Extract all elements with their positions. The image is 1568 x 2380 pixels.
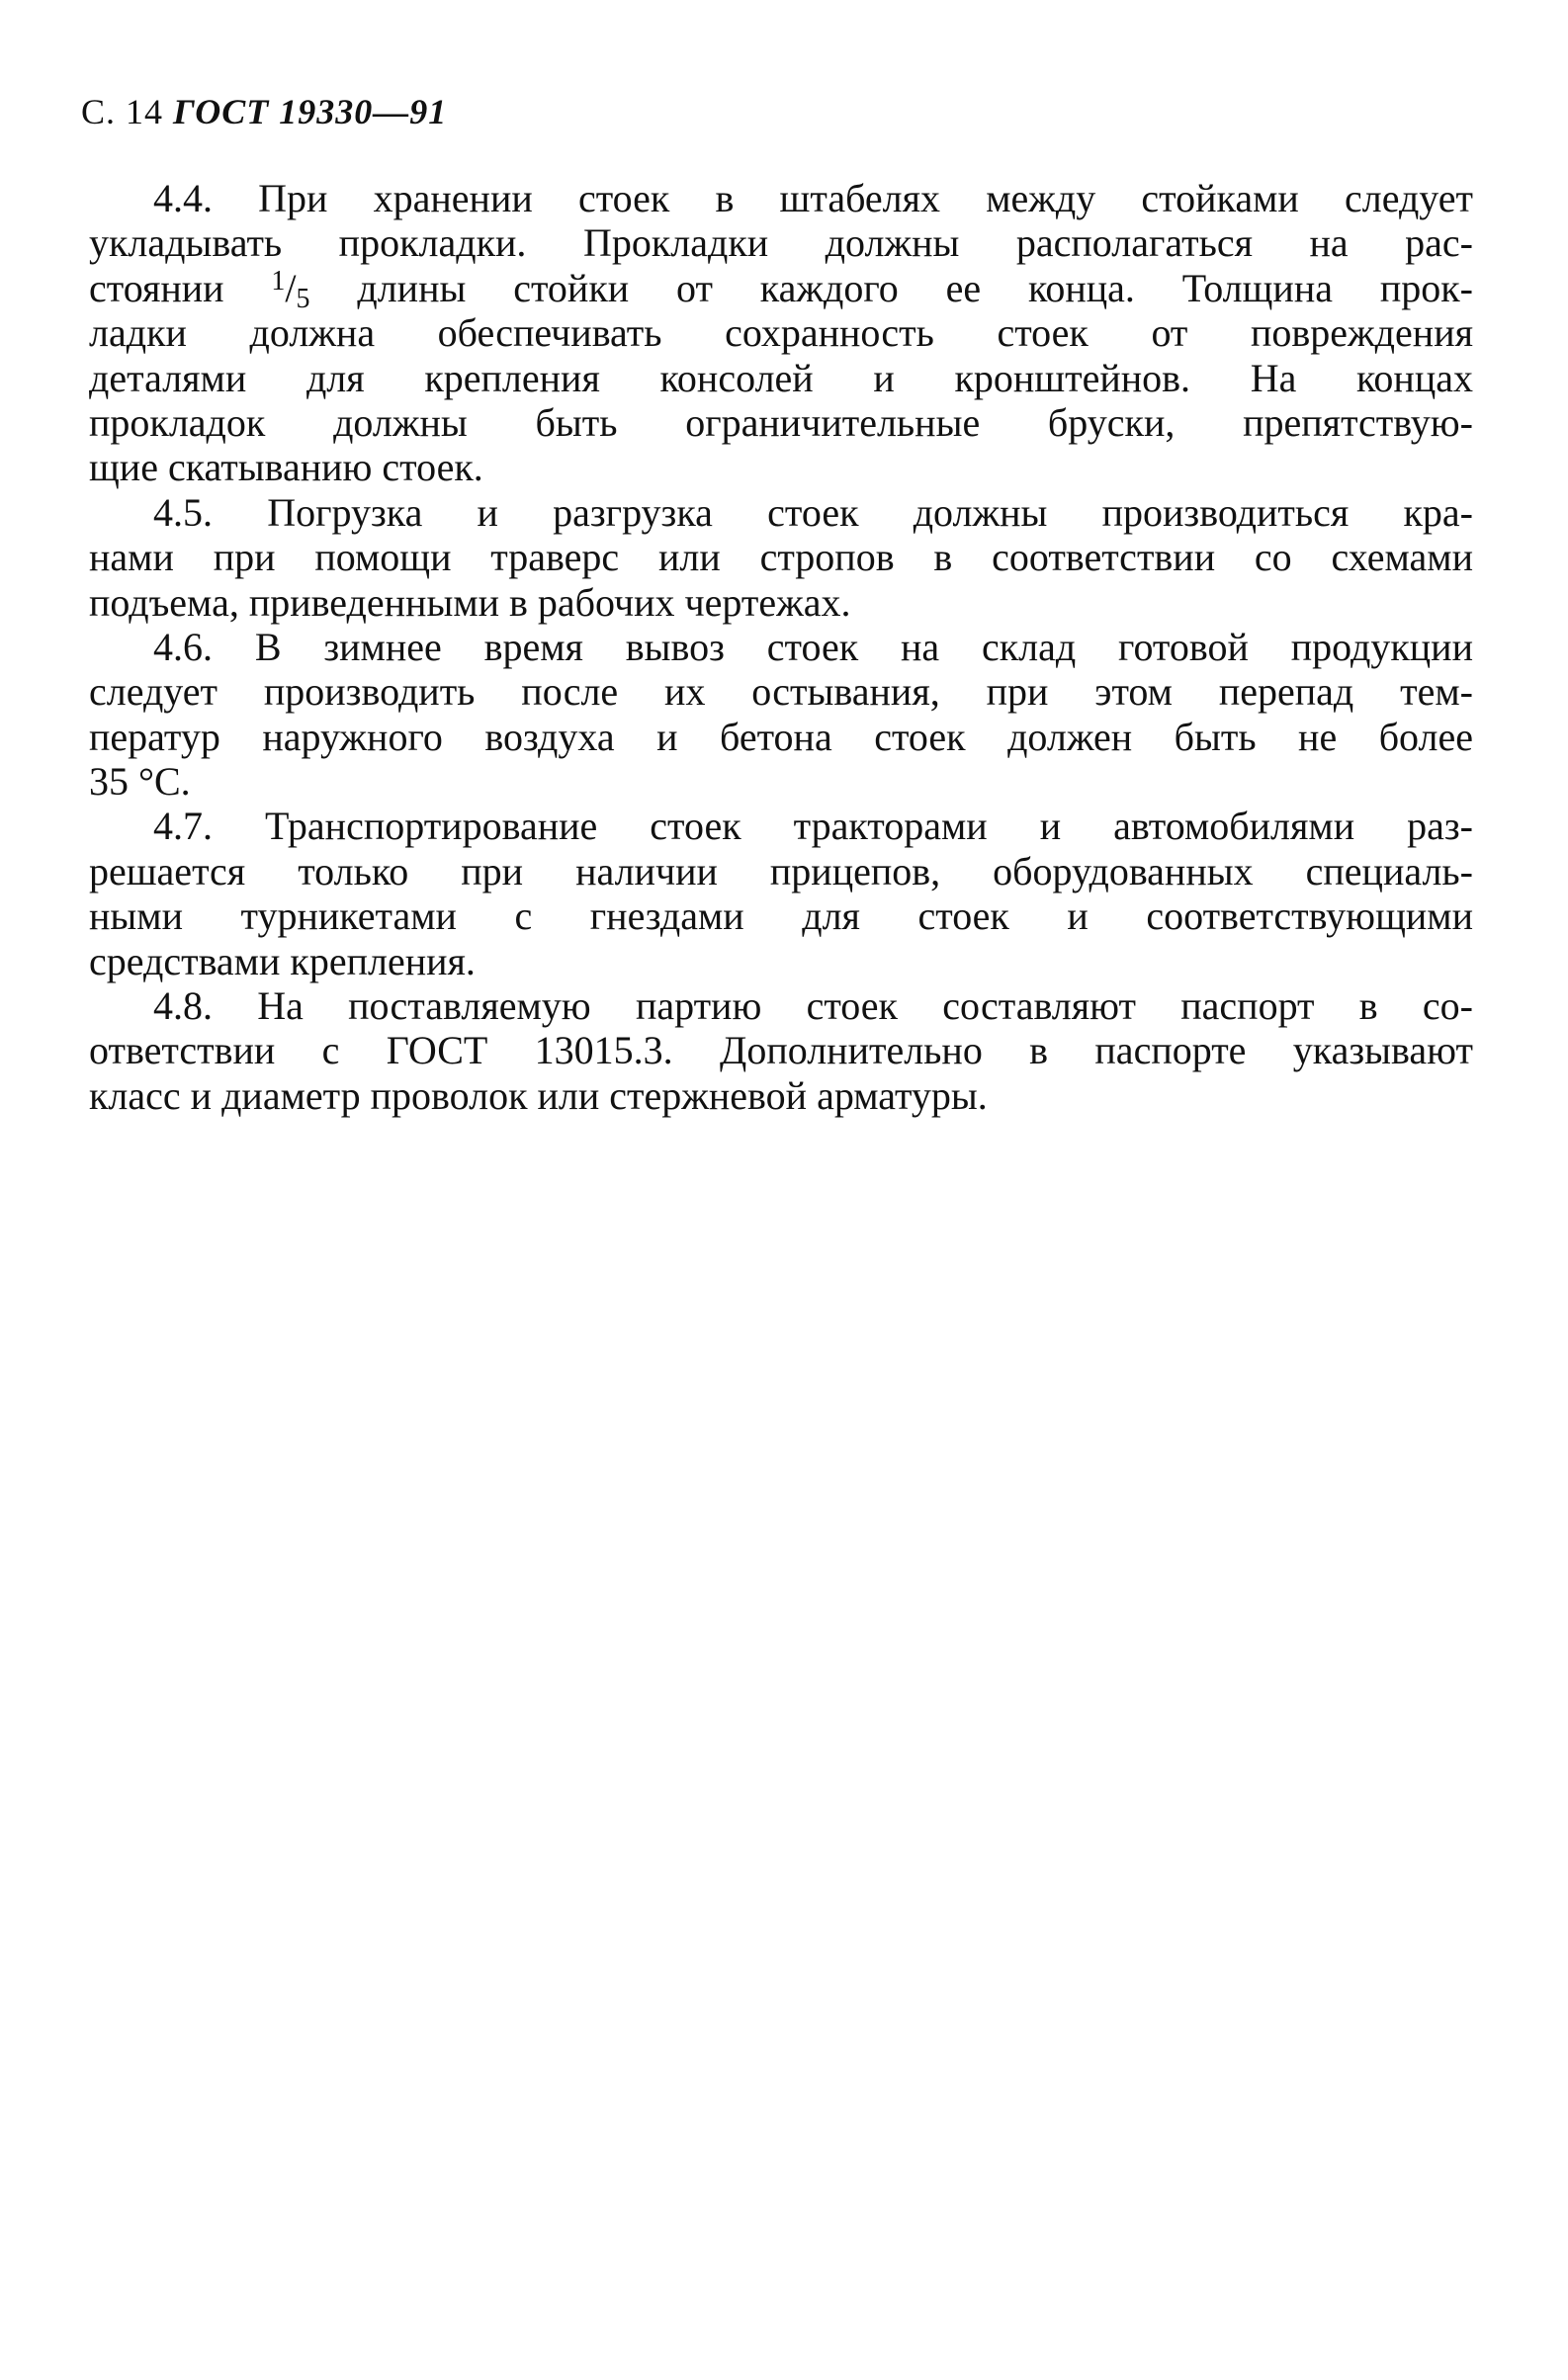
text-fragment: стоянии [89,265,272,310]
paragraph-4-7-line: решается только при наличии прицепов, оборудованных специаль- [89,848,1473,893]
paragraph-4-7-line: 4.7. Транспортирование стоек тракторами и автомобилями раз- [153,804,1473,849]
paragraph-4-6-line: 4.6. В зимнее время вывоз стоек на склад готовой продукции [153,624,1473,669]
paragraph-4-7-line: средствами крепления. [89,938,476,983]
paragraph-4-4-line: 4.4. При хранении стоек в штабелях между стойками следует [153,176,1473,220]
paragraph-4-4-line: щие скатыванию стоек. [89,445,483,490]
paragraph-4-5-line: 4.5. Погрузка и разгрузка стоек должны производиться кра- [153,489,1473,535]
paragraph-4-8-line: ответствии с ГОСТ 13015.3. Дополнительно в паспорте указывают [89,1028,1473,1073]
paragraph-4-7-line: ными турникетами с гнездами для стоек и соответствующими [89,893,1473,939]
paragraph-4-8-line: 4.8. На поставляемую партию стоек составляют паспорт в со- [153,983,1473,1029]
fraction-denominator: 5 [296,283,310,314]
paragraph-4-4-line: ладки должна обеспечивать сохранность стоек от повреждения [89,310,1473,356]
paragraph-4-4-line: укладывать прокладки. Прокладки должны располагаться на рас- [89,220,1473,266]
text-fragment: длины стойки от каждого ее конца. Толщина прок- [309,265,1474,310]
fraction-one-fifth: 1/5 [271,265,310,314]
paragraph-4-5-line: подъема, приведенными в рабочих чертежах. [89,579,851,625]
paragraph-4-4-line [89,265,1474,314]
paragraph-4-4-line: деталями для крепления консолей и кронштейнов. На концах [89,355,1473,400]
paragraph-4-8-line: класс и диаметр проволок или стержневой арматуры. [89,1072,988,1118]
paragraph-4-4-line: прокладок должны быть ограничительные бруски, препятствую- [89,399,1473,445]
paragraph-4-6-line: следует производить после их остывания, при этом перепад тем- [89,669,1473,715]
document-body [89,176,1473,1118]
standard-code: ГОСТ 19330—91 [173,92,448,131]
paragraph-4-5-line: нами при помощи траверс или стропов в соответствии со схемами [89,535,1473,580]
fraction-numerator: 1 [271,265,286,297]
paragraph-4-6-line: 35 °С. [89,759,191,805]
page-number: С. 14 [81,92,164,131]
paragraph-4-6-line: ператур наружного воздуха и бетона стоек должен быть не более [89,714,1473,759]
page-header [81,91,447,132]
